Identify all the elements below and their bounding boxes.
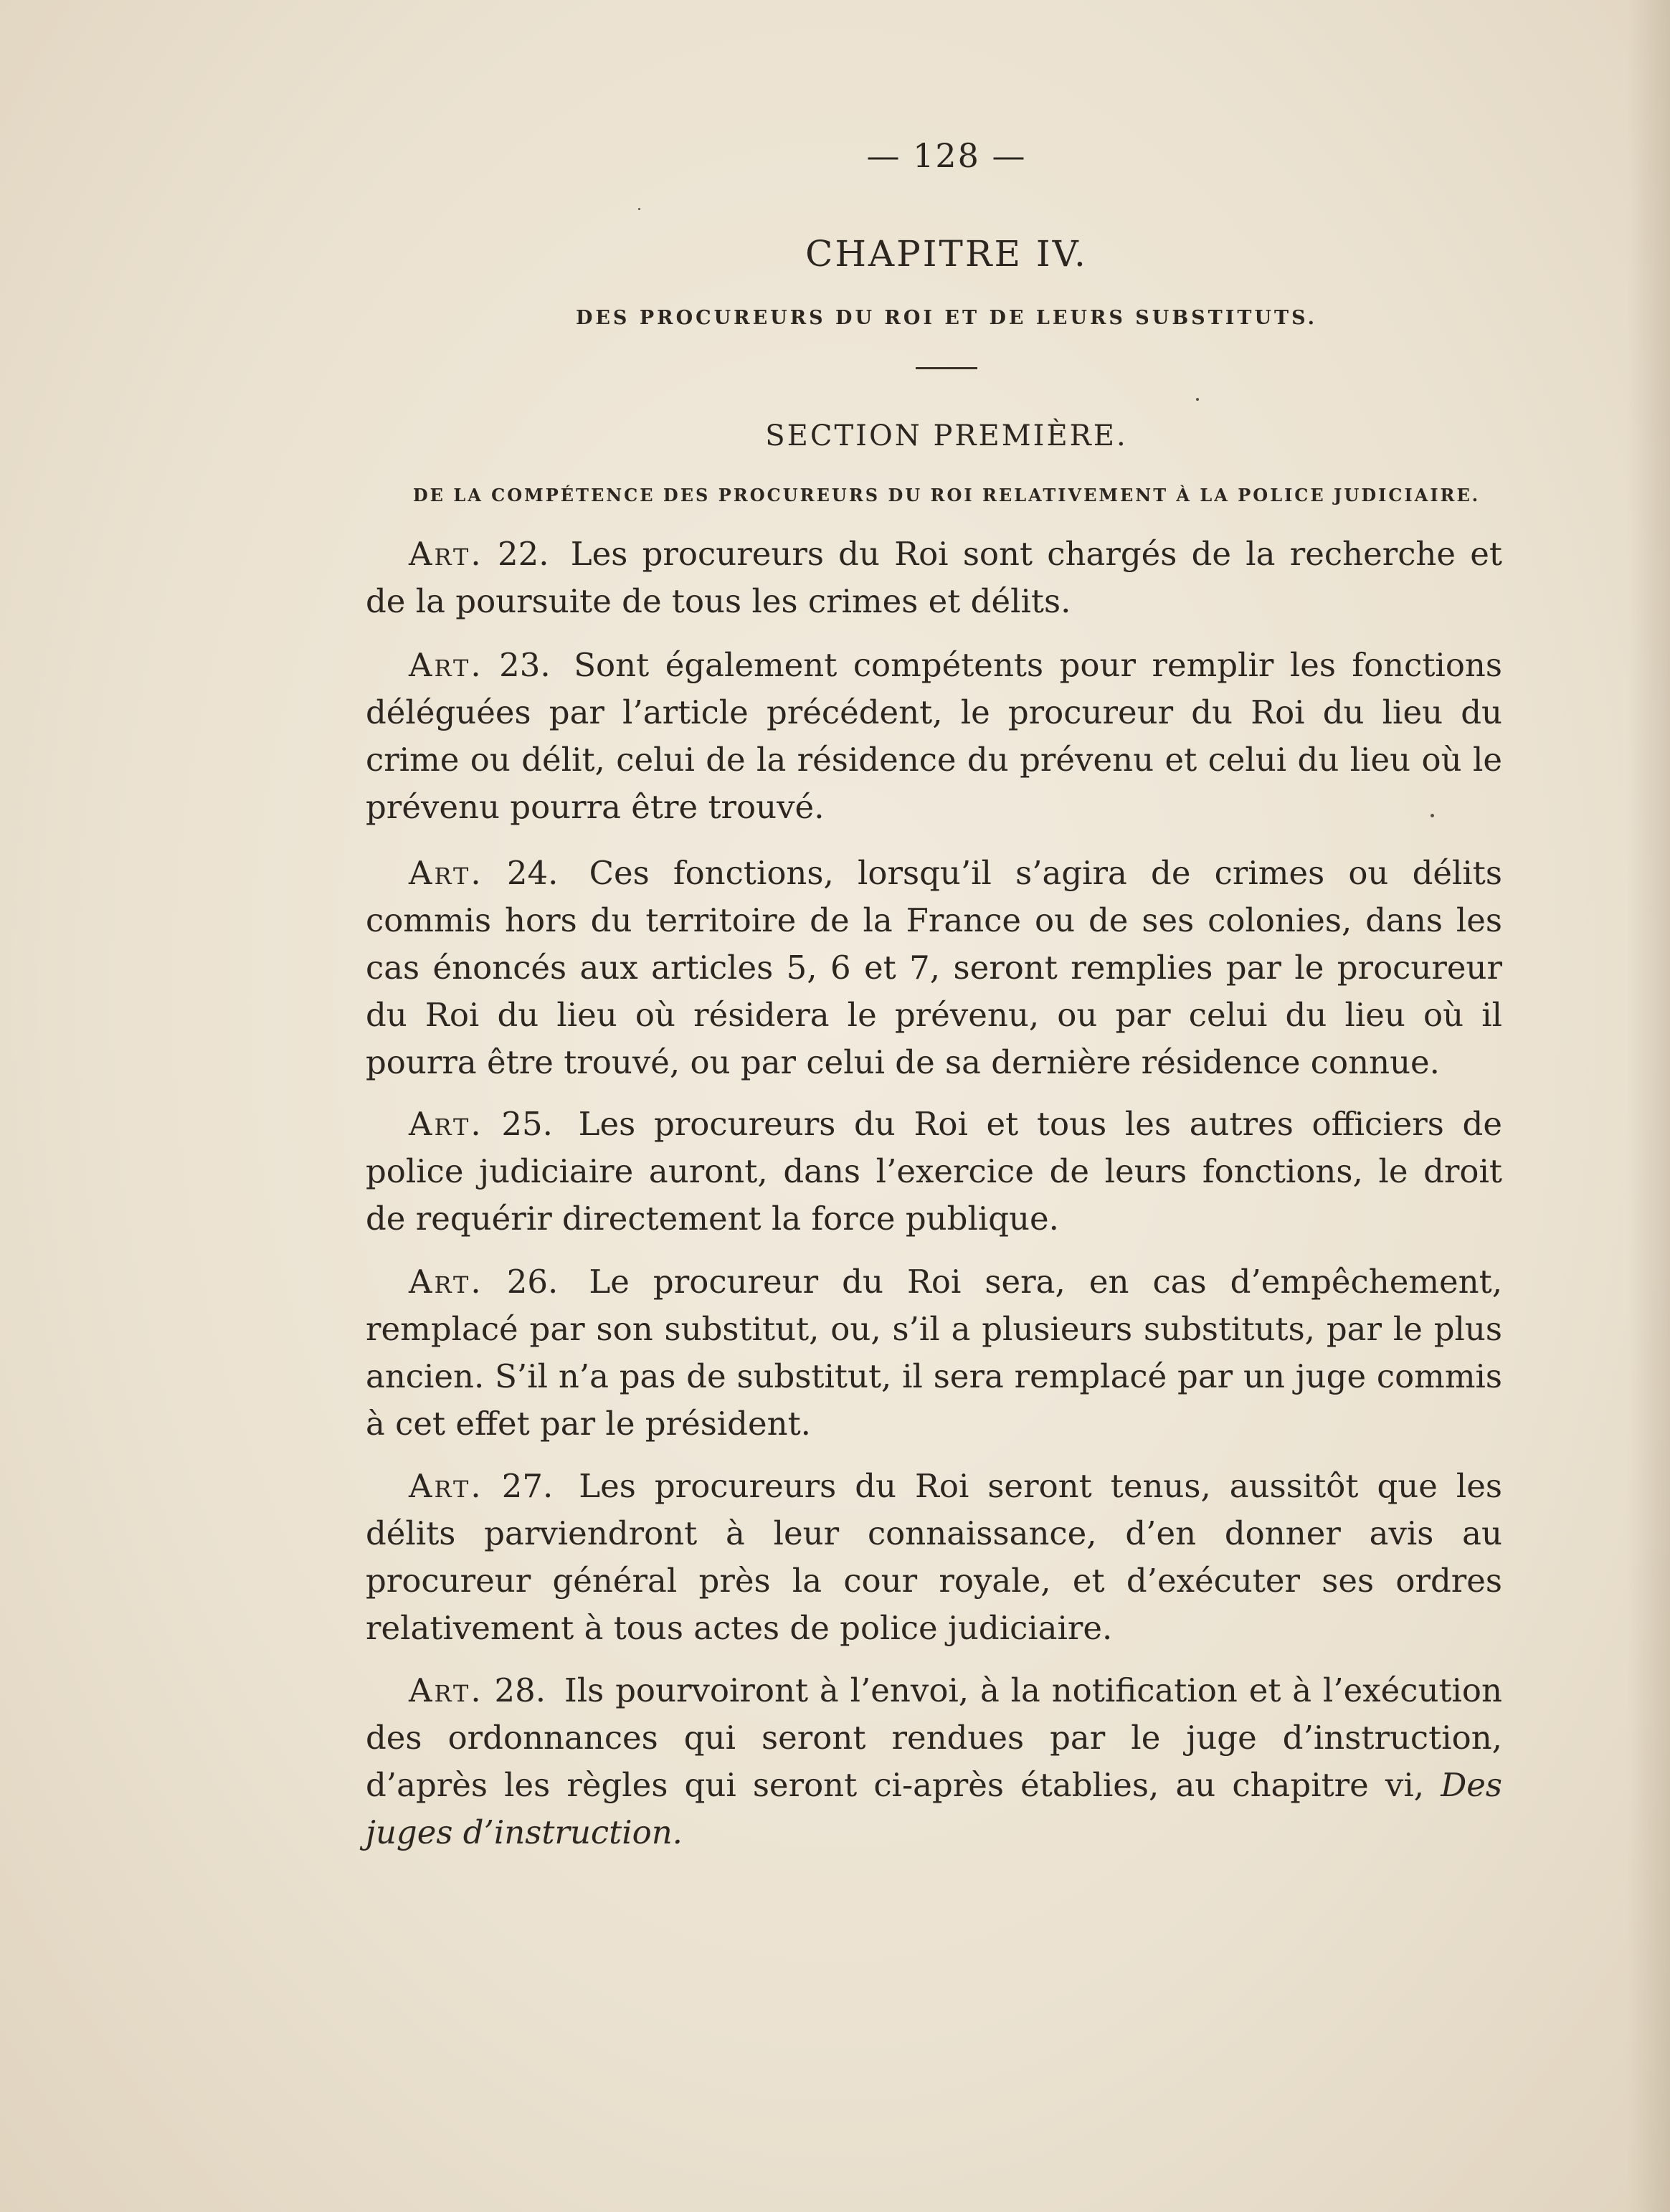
article-number: 27. xyxy=(501,1467,554,1505)
article-text: Ils pourvoiront à l’envoi, à la notification et à l’exécution des ordonnances qui seront rendues par le juge d’instruction, d’après les règles qui seront ci-après établies, au chapitre vi, xyxy=(366,1671,1503,1804)
article-number: 23. xyxy=(499,646,551,684)
paper-speck xyxy=(638,208,640,210)
article-label: Art. xyxy=(409,854,483,892)
article-26 xyxy=(366,1258,1502,1448)
article-22 xyxy=(366,531,1502,625)
paper-speck xyxy=(1431,814,1434,817)
article-23 xyxy=(366,642,1502,831)
article-text: Sont également compétents pour remplir les fonctions déléguées par l’article précédent, le procureur du Roi du lieu du crime ou délit, celui de la résidence du prévenu et celui du lieu où le prévenu pourra être trouvé. xyxy=(366,646,1502,826)
article-number: 25. xyxy=(501,1105,553,1143)
article-text: Ces fonctions, lorsqu’il s’agira de crimes ou délits commis hors du territoire de la France ou de ses colonies, dans les cas énoncés aux articles 5, 6 et 7, seront remplies par le procureur du Roi du lieu où résidera le prévenu, ou par celui du lieu où il pourra être trouvé, ou par celui de sa dernière résidence connue. xyxy=(366,854,1502,1081)
article-text: Le procureur du Roi sera, en cas d’empêchement, remplacé par son substitut, ou, s’il a plusieurs substituts, par le plus ancien. S’il n’a pas de substitut, il sera remplacé par un juge commis à cet effet par le président. xyxy=(366,1263,1502,1443)
article-number: 28. xyxy=(494,1671,546,1709)
article-number: 24. xyxy=(506,854,559,892)
article-27 xyxy=(366,1463,1502,1652)
article-25 xyxy=(366,1101,1502,1243)
article-label: Art. xyxy=(409,1467,483,1505)
article-text: Les procureurs du Roi seront tenus, aussitôt que les délits parviendront à leur connaissance, d’en donner avis au procureur général près la cour royale, et d’exécuter ses ordres relativement à tous actes de police judiciaire. xyxy=(366,1467,1502,1647)
section-divider xyxy=(916,367,977,369)
chapter-title: CHAPITRE IV. xyxy=(805,233,1088,275)
chapter-subtitle: DES PROCUREURS DU ROI ET DE LEURS SUBSTITUTS. xyxy=(575,307,1318,329)
article-label: Art. xyxy=(409,535,483,573)
article-number: 22. xyxy=(497,535,549,573)
article-label: Art. xyxy=(409,1671,483,1709)
section-subtitle: DE LA COMPÉTENCE DES PROCUREURS DU ROI RELATIVEMENT À LA POLICE JUDICIAIRE. xyxy=(412,485,1481,505)
page-edge-shadow xyxy=(1627,0,1670,2212)
article-italic-reference: Des juges d’instruction. xyxy=(366,1766,1502,1851)
section-title: SECTION PREMIÈRE. xyxy=(765,419,1128,452)
article-text: Les procureurs du Roi sont chargés de la recherche et de la poursuite de tous les crimes et délits. xyxy=(366,535,1502,620)
article-28 xyxy=(366,1667,1502,1856)
article-label: Art. xyxy=(409,1105,483,1143)
article-label: Art. xyxy=(409,1263,483,1301)
article-label: Art. xyxy=(409,646,483,684)
paper-speck xyxy=(1196,398,1199,401)
page-number: — 128 — xyxy=(866,136,1027,175)
article-number: 26. xyxy=(506,1263,559,1301)
article-24 xyxy=(366,850,1502,1086)
article-text: Les procureurs du Roi et tous les autres officiers de police judiciaire auront, dans l’exercice de leurs fonctions, le droit de requérir directement la force publique. xyxy=(366,1105,1502,1238)
